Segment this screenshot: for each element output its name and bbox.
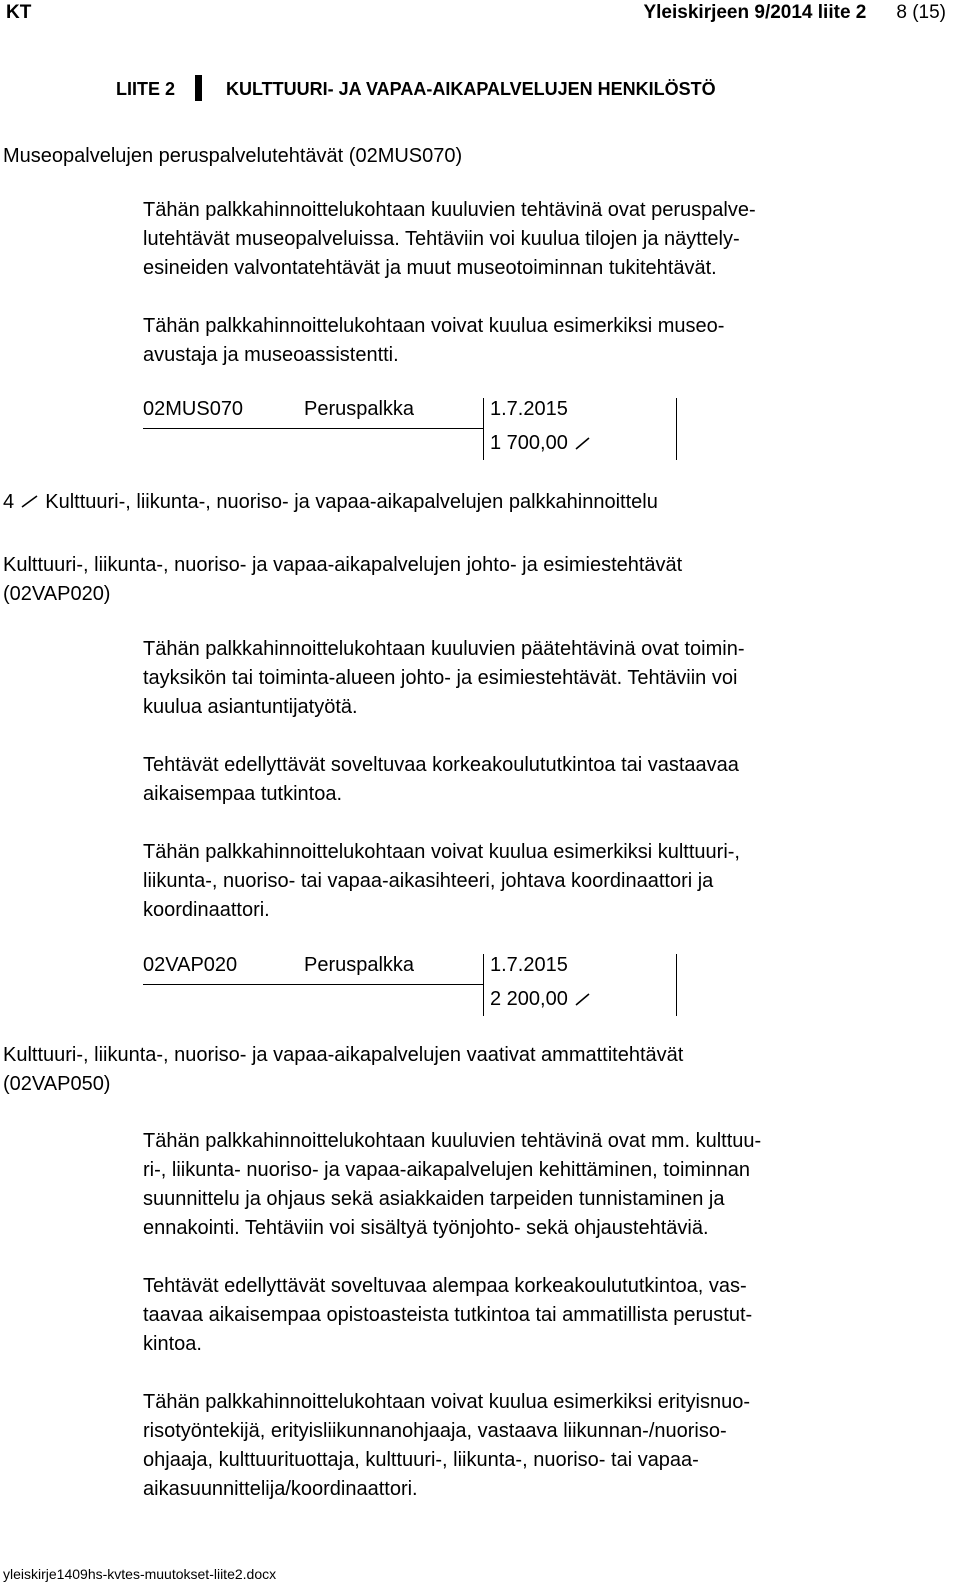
salary-pay-label: Peruspalkka <box>304 398 415 420</box>
paragraph-museum-examples: Tähän palkkahinnoittelukohtaan voivat kuulua esimerkiksi museo- avustaja ja museoassistentti. <box>143 315 725 366</box>
paragraph-management-requirements: Tehtävät edellyttävät soveltuvaa korkeakoulututkintoa tai vastaavaa aikaisempaa tutkintoa. <box>143 754 739 805</box>
section-mark-icon <box>20 494 40 510</box>
salary-code: 02VAP020 <box>143 954 238 976</box>
section-heading-professional: Kulttuuri-, liikunta-, nuoriso- ja vapaa-aikapalvelujen vaativat ammattitehtävät (02VAP050) <box>3 1044 684 1095</box>
footer-filename: yleiskirje1409hs-kvtes-muutokset-liite2.docx <box>3 1566 277 1582</box>
salary-date: 1.7.2015 <box>490 954 568 976</box>
paragraph-management-examples: Tähän palkkahinnoittelukohtaan voivat kuulua esimerkiksi kulttuuri-, liikunta-, nuoriso- tai vapaa-aikasihteeri, johtava koordinaattori ja koordinaattori. <box>143 841 740 921</box>
table-border-right <box>676 954 677 1016</box>
header-page-number: 8 (15) <box>896 2 946 23</box>
salary-pay-label: Peruspalkka <box>304 954 415 976</box>
euro-icon <box>573 435 593 451</box>
paragraph-management-tasks: Tähän palkkahinnoittelukohtaan kuuluvien päätehtävinä ovat toimin- tayksikön tai toiminta-alueen johto- ja esimiestehtävät. Tehtäviin voi kuulua asiantuntijatyötä. <box>143 638 745 718</box>
header-doc-title: Yleiskirjeen 9/2014 liite 2 <box>643 2 867 23</box>
paragraph-professional-requirements: Tehtävät edellyttävät soveltuvaa alempaa korkeakoulututkintoa, vas- taavaa aikaisempaa opistoasteista tutkintoa tai ammatillista perustut- kintoa. <box>143 1275 753 1355</box>
euro-icon <box>573 991 593 1007</box>
paragraph-museum-tasks: Tähän palkkahinnoittelukohtaan kuuluvien tehtävinä ovat peruspalve- lutehtävät museopalveluissa. Tehtäviin voi kuulua tilojen ja näyttely- esineiden valvontatehtävät ja muut museotoiminnan tukitehtävät. <box>143 199 756 279</box>
salary-code: 02MUS070 <box>143 398 244 420</box>
table-border-right <box>676 398 677 460</box>
paragraph-professional-tasks: Tähän palkkahinnoittelukohtaan kuuluvien tehtävinä ovat mm. kulttuu- ri-, liikunta- nuoriso- ja vapaa-aikapalvelujen kehittäminen, toiminnan suunnittelu ja ohjaus sekä asiakkaiden tarpeiden tunnistaminen ja ennakointi. Tehtäviin voi sisältyä työnjohto- sekä ohjaustehtäviä. <box>143 1130 762 1239</box>
table-underline <box>143 984 483 985</box>
salary-date: 1.7.2015 <box>490 398 568 420</box>
section-number: 4 <box>3 491 15 513</box>
appendix-title: KULTTUURI- JA VAPAA-AIKAPALVELUJEN HENKILÖSTÖ <box>226 79 716 99</box>
appendix-title-row <box>116 75 716 101</box>
section-heading-management: Kulttuuri-, liikunta-, nuoriso- ja vapaa-aikapalvelujen johto- ja esimiestehtävät (02VAP020) <box>3 554 683 605</box>
salary-amount: 1 700,00 <box>490 432 593 455</box>
header-title <box>643 2 946 24</box>
section-title: Kulttuuri-, liikunta-, nuoriso- ja vapaa-aikapalvelujen palkkahinnoittelu <box>45 491 658 513</box>
appendix-label: LIITE 2 <box>116 79 176 99</box>
salary-amount: 2 200,00 <box>490 988 593 1011</box>
section-heading-museum: Museopalvelujen peruspalvelutehtävät (02MUS070) <box>3 145 463 167</box>
header-kt: KT <box>6 2 32 23</box>
table-underline <box>143 428 483 429</box>
table-divider <box>483 954 484 1016</box>
paragraph-professional-examples: Tähän palkkahinnoittelukohtaan voivat kuulua esimerkiksi erityisnuo- risotyöntekijä, erityisliikunnanohjaaja, vastaava liikunnan-/nuoriso- ohjaaja, kulttuurituottaja, kulttuuri-, liikunta-, nuoriso- tai vapaa- aikasuunnittelija/koordinaattori. <box>143 1391 750 1500</box>
table-divider <box>483 398 484 460</box>
appendix-divider-bar <box>195 75 202 101</box>
section-4-heading <box>3 491 658 514</box>
